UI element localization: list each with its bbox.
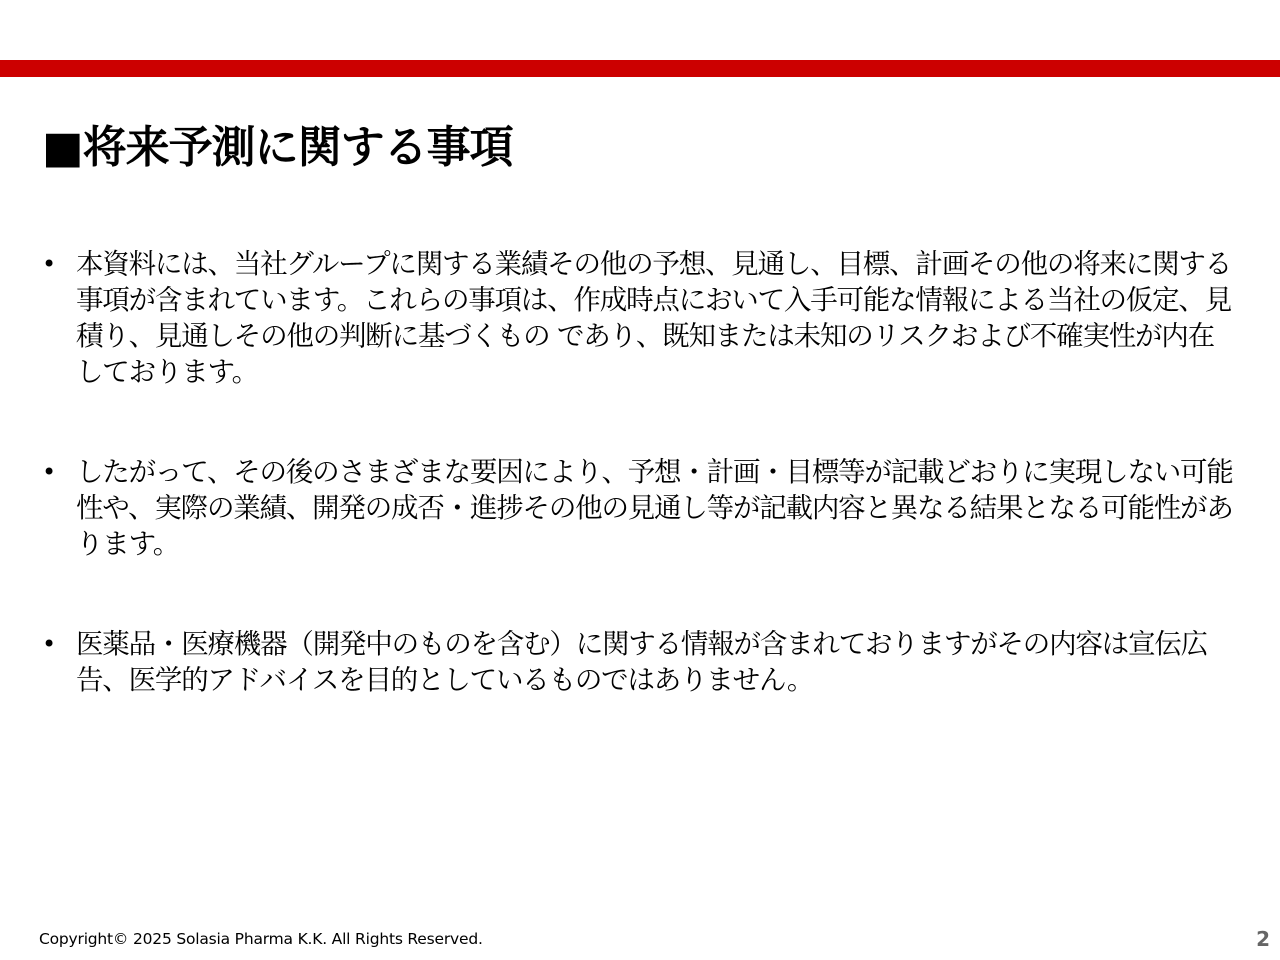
footer-copyright: Copyright© 2025 Solasia Pharma K.K. All Rights Reserved. xyxy=(39,930,483,948)
bullet-icon: • xyxy=(42,458,55,486)
header-accent-bar xyxy=(0,60,1280,77)
bullet-text: 医薬品・医療機器（開発中のものを含む）に関する情報が含まれておりますがその内容は宣伝広告、医学的アドバイスを目的としているものではありません。 xyxy=(76,628,1207,696)
bullet-icon: • xyxy=(42,630,55,658)
page-title: ■将来予測に関する事項 xyxy=(42,122,513,173)
bullet-text: 本資料には、当社グループに関する業績その他の予想、見通し、目標、計画その他の将来に関する事項が含まれています。これらの事項は、作成時点において入手可能な情報による当社の仮定、見積り、見通しその他の判断に基づくもの であり、既知または未知のリスクおよび不確実性が内在しております。 xyxy=(76,248,1231,388)
list-item xyxy=(40,626,1240,698)
bullet-text: したがって、その後のさまざまな要因により、予想・計画・目標等が記載どおりに実現しない可能性や、実際の業績、開発の成否・進捗その他の見通し等が記載内容と異なる結果となる可能性があります。 xyxy=(76,456,1233,560)
page-number: 2 xyxy=(1256,927,1270,951)
list-item xyxy=(40,246,1240,390)
bullet-icon: • xyxy=(42,250,55,278)
disclaimer-list xyxy=(40,246,1240,698)
list-item xyxy=(40,454,1240,562)
